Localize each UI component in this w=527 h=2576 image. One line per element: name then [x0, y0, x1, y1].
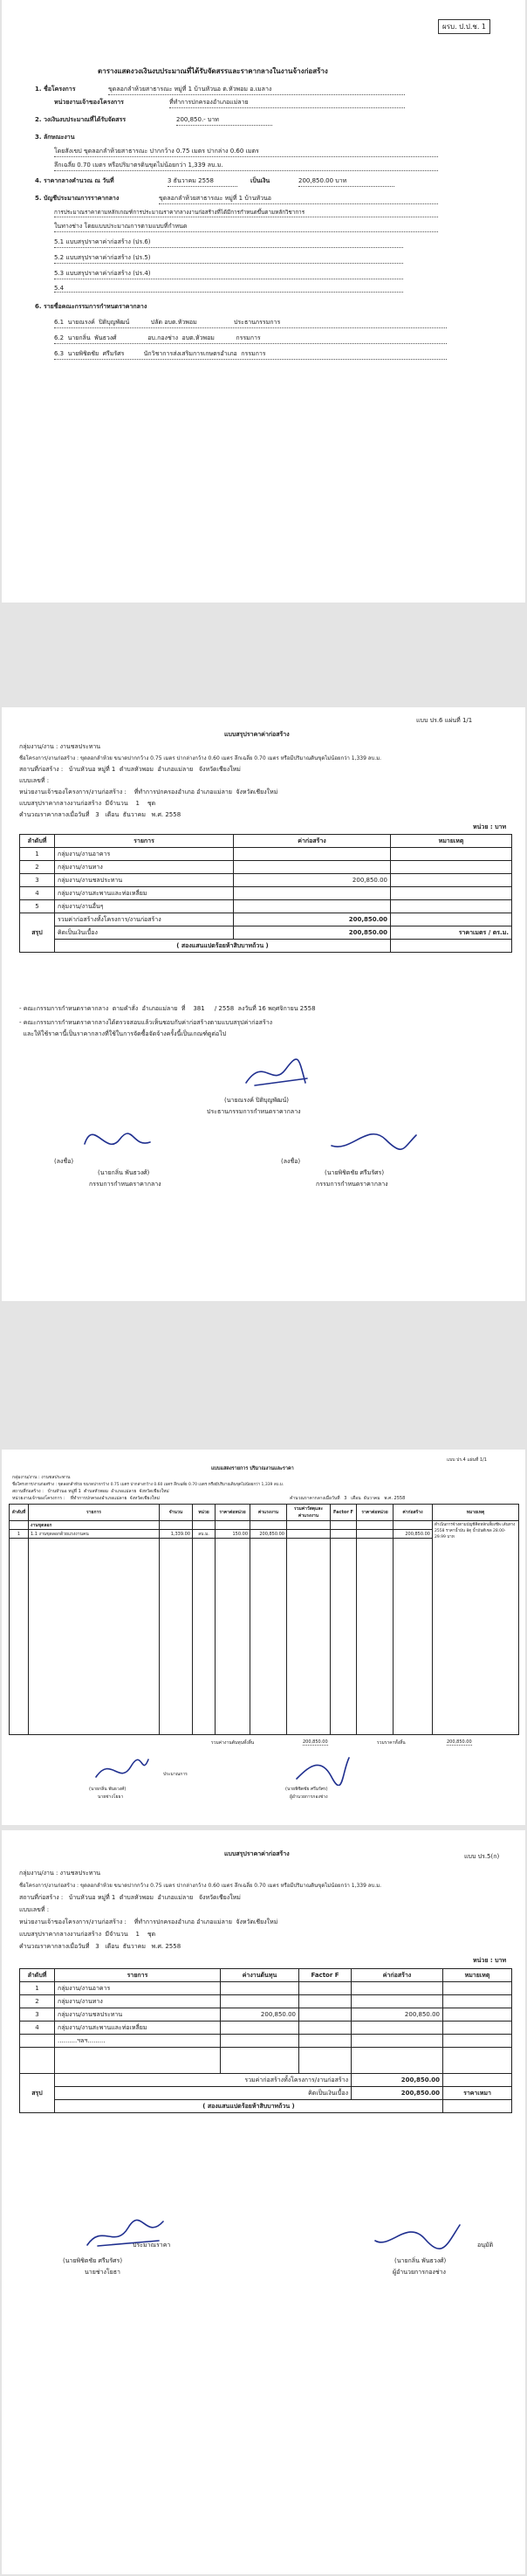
info-line-4: หน่วยงานเจ้าของโครงการ : ที่ทำการปกครองอำเภอแม่ลาย จังหวัดเชียงใหม่	[12, 1496, 160, 1501]
form-number: แบบ ปร.5(ก)	[464, 1853, 500, 1860]
row-remark	[391, 887, 512, 900]
col-no: ลำดับที่	[20, 835, 55, 848]
page-title: แบบสรุปราคาค่าก่อสร้าง	[224, 731, 290, 738]
empty-cell	[352, 2048, 443, 2074]
row-factor	[331, 1530, 357, 1539]
item-5-label: 5. บัญชีประมาณการราคากลาง	[35, 195, 120, 202]
row-factor	[299, 2008, 352, 2022]
item-5-sub-1: 5.1 แบบสรุปราคาค่าก่อสร้าง (ปร.6)	[54, 238, 403, 248]
sum-row-1	[20, 913, 512, 926]
estimator-role-top: ประมาณราคา	[133, 2242, 171, 2249]
form-number: แบบ ปร.6 แผ่นที่ 1/1	[416, 717, 473, 724]
member-2-role: กรรมการกำหนดราคากลาง	[316, 1181, 388, 1188]
info-line-3: สถานที่ก่อสร้าง : บ้านหัวนอ หมู่ที่ 1 ตำบลหัวพอม อำเภอแม่ลาย จังหวัดเชียงใหม่	[12, 1489, 169, 1494]
sum-text: ( สองแสนแปดร้อยห้าสิบบาทถ้วน )	[55, 2100, 443, 2113]
row-cost	[234, 848, 391, 861]
empty-cell	[160, 1539, 193, 1735]
item-5-desc-1: การประมาณราคาตามหลักเกณฑ์การประมาณราคากลางงานก่อสร้างที่ได้มีการกำหนดขึ้นตามหลักวิชาการ	[54, 208, 438, 217]
row-no: 2	[20, 861, 55, 874]
table-row	[20, 887, 512, 900]
table-row	[20, 874, 512, 887]
row-remark	[391, 900, 512, 913]
col-item: รายการ	[55, 1969, 221, 1982]
row-remark	[391, 861, 512, 874]
col-item: รายการ	[55, 835, 234, 848]
item-1b-label: หน่วยงานเจ้าของโครงการ	[54, 99, 124, 106]
director-name: (นายพิชิตชัย ศรีมรัศร)	[285, 1787, 328, 1792]
row-no: 2	[20, 1995, 55, 2008]
item-5-sub-4: 5.4	[54, 285, 403, 293]
page-form-pr5	[2, 1830, 525, 2574]
section-title: งานขุดลอก	[29, 1521, 160, 1530]
row-factor	[299, 1995, 352, 2008]
total2-value: 200,850.00	[447, 1739, 472, 1745]
empty-cell	[193, 1521, 216, 1530]
empty-cell	[357, 1521, 394, 1530]
row-construction	[352, 1995, 443, 2008]
sum-1-label: รวมค่าก่อสร้างทั้งโครงการ/งานก่อสร้าง	[55, 2074, 352, 2087]
empty-cell	[443, 2048, 512, 2074]
info-line-6: แบบสรุปราคากลางงานก่อสร้าง มีจำนวน 1 ชุด	[19, 800, 156, 807]
info-line-2: ชื่อโครงการ/งานก่อสร้าง : ขุดลอกลำห้วย ขนาดปากกว้าง 0.75 เมตร ปากล่างกว้าง 0.60 เมตร ลึกเฉลี่ย 0.70 เมตร หรือมีปริมาณดินขุดไม่น้อยกว่า 1,339 ลบ.ม.	[12, 1483, 284, 1487]
col-construction: ค่าก่อสร้าง	[352, 1969, 443, 1982]
col-remark: หมายเหตุ	[391, 835, 512, 848]
row-item: กลุ่มงาน/งานชลประทาน	[55, 874, 234, 887]
info-line-4: แบบเลขที่ :	[19, 777, 50, 784]
chair-role: ประธานกรรมการกำหนดราคากลาง	[207, 1108, 301, 1115]
row-no: 4	[20, 2022, 55, 2035]
sum-1-value: 200,850.00	[352, 2074, 443, 2087]
estimator-name: (นายกลิ่น พันธวงศ์)	[89, 1787, 127, 1792]
row-item: กลุ่มงาน/งานอาคาร	[55, 848, 234, 861]
item-1-label: 1. ชื่อโครงการ	[35, 86, 76, 93]
col-cost: ค่าก่อสร้าง	[234, 835, 391, 848]
col-construction: ค่าก่อสร้าง	[394, 1505, 433, 1521]
table-header	[20, 1969, 512, 1982]
empty-cell	[357, 1539, 394, 1735]
col-price-unit: ราคาต่อหน่วย	[357, 1505, 394, 1521]
unit-label: หน่วย : บาท	[473, 1957, 507, 1964]
table-row	[20, 848, 512, 861]
table-row	[20, 2008, 512, 2022]
sum-label: สรุป	[20, 2074, 55, 2113]
page-form-pps1	[2, 0, 525, 603]
info-line-7: คำนวณราคากลางเมื่อวันที่ 3 เดือน ธันวาคม พ.ศ. 2558	[19, 811, 181, 818]
sum-3-remark	[391, 940, 512, 953]
chair-signature	[237, 1052, 316, 1092]
sum-2-label: คิดเป็นเงินเบื้อง	[55, 926, 234, 940]
approver-role: ผู้อำนวยการกองช่าง	[393, 2269, 446, 2276]
empty-cell	[221, 2048, 299, 2074]
empty-cell	[10, 1539, 29, 1735]
row-construction	[352, 1982, 443, 1995]
row-no: 5	[20, 900, 55, 913]
col-item: รายการ	[29, 1505, 160, 1521]
item-3-value-2: ลึกเฉลี่ย 0.70 เมตร หรือปริมาตรดินขุดไม่น้อยกว่า 1,339 ลบ.ม.	[54, 161, 438, 171]
col-factor: Factor F	[331, 1505, 357, 1521]
empty-cell	[20, 2048, 55, 2074]
info-line-5: หน่วยงานเจ้าของโครงการ/งานก่อสร้าง : ที่ทำการปกครองอำเภอ อำเภอแม่ลาย จังหวัดเชียงใหม่	[19, 789, 278, 796]
row-unit-price: 150.00	[216, 1530, 250, 1539]
note-2: - คณะกรรมการกำหนดราคากลางได้ตรวจสอบแล้วเห็นชอบกับค่าก่อสร้างตามแบบสรุปค่าก่อสร้าง	[19, 1019, 273, 1026]
member-1-prefix: (ลงชื่อ)	[54, 1158, 74, 1165]
row-construction: 200,850.00	[352, 2008, 443, 2022]
director-role: ผู้อำนวยการกองช่าง	[290, 1794, 328, 1800]
empty-cell	[29, 1539, 160, 1735]
page-title: ตารางแสดงวงเงินงบประมาณที่ได้รับจัดสรรและราคากลางในงานจ้างก่อสร้าง	[98, 67, 328, 75]
info-line-1: กลุ่มงาน/งาน : งานชลประทาน	[19, 1870, 101, 1877]
col-no: ลำดับที่	[10, 1505, 29, 1521]
row-cost: 200,850.00	[221, 2008, 299, 2022]
sum-row-2	[20, 2087, 512, 2100]
items-table	[9, 1504, 519, 1735]
info-line-2: ชื่อโครงการ/งานก่อสร้าง : ขุดลอกลำห้วย ขนาดปากกว้าง 0.75 เมตร ปากล่างกว้าง 0.60 เมตร ลึกเฉลี่ย 0.70 เมตร หรือมีปริมาณดินขุดไม่น้อยกว่า 1,339 ลบ.ม.	[19, 755, 382, 761]
sum-text: ( สองแสนแปดร้อยห้าสิบบาทถ้วน )	[55, 940, 391, 953]
col-remark: หมายเหตุ	[443, 1969, 512, 1982]
info-line-2: ชื่อโครงการ/งานก่อสร้าง : ขุดลอกลำห้วย ขนาดปากกว้าง 0.75 เมตร ปากล่างกว้าง 0.60 เมตร ลึกเฉลี่ย 0.70 เมตร หรือมีปริมาณดินขุดไม่น้อยกว่า 1,339 ลบ.ม.	[19, 1883, 382, 1889]
row-remark	[443, 2008, 512, 2022]
table-header	[20, 835, 512, 848]
row-total-cost	[287, 1530, 331, 1539]
row-cost	[234, 887, 391, 900]
col-labor: ค่าแรงงาน	[250, 1505, 287, 1521]
sum-1-value: 200,850.00	[234, 913, 391, 926]
row-remark	[443, 2035, 512, 2048]
row-cost: 200,850.00	[234, 874, 391, 887]
page-title: แบบแสดงรายการ ปริมาณงานและราคา	[211, 1466, 294, 1471]
table-header	[10, 1505, 519, 1521]
form-tag: ผรบ. ป.ป.ช. 1	[438, 19, 490, 34]
committee-3: 6.3 นายพิชิตชัย ศรีมรัศร นักวิชาการส่งเสริมการเกษตรอำเภอ กรรมการ	[54, 349, 447, 360]
unit-label: หน่วย : บาท	[473, 823, 507, 830]
committee-2: 6.2 นายกลิ่น พันธวงศ์ อบ.กองช่าง อบต.หัวพอม กรรมการ	[54, 334, 447, 344]
empty-cell	[250, 1521, 287, 1530]
info-line-4: แบบเลขที่ :	[19, 1906, 50, 1913]
col-remark: หมายเหตุ	[433, 1505, 519, 1521]
sum-2-unit: ราคาเหมา	[443, 2087, 512, 2100]
committee-1: 6.1 นายณรงค์ ปิติบุญพัฒน์ ปลัด อบต.หัวพอม ประธานกรรมการ	[54, 318, 447, 328]
member-1-role: กรรมการกำหนดราคากลาง	[89, 1181, 161, 1188]
item-2-value: 200,850.- บาท	[176, 115, 272, 126]
sum-2-unit: ราคาเมตร / ตร.ม.	[391, 926, 512, 940]
row-no: 1	[10, 1530, 29, 1539]
section-row	[10, 1521, 519, 1530]
table-row	[20, 2035, 512, 2048]
item-4-label: 4. ราคากลางคำนวณ ณ วันที่	[35, 177, 114, 184]
row-remark	[443, 1995, 512, 2008]
item-4-date: 3 ธันวาคม 2558	[168, 176, 237, 187]
row-no	[20, 2035, 55, 2048]
item-6-label: 6. รายชื่อคณะกรรมการกำหนดราคากลาง	[35, 303, 147, 310]
row-no: 3	[20, 874, 55, 887]
page-form-pr6	[2, 707, 525, 1301]
sum-1-remark	[443, 2074, 512, 2087]
total2-label: รวมราคาทั้งสิ้น	[377, 1740, 406, 1746]
sum-3-remark	[443, 2100, 512, 2113]
empty-cell	[331, 1539, 357, 1735]
row-price-unit	[357, 1530, 394, 1539]
row-item: กลุ่มงาน/งานทาง	[55, 861, 234, 874]
item-1-value: ขุดลอกลำห้วยสาธารณะ หมู่ที่ 1 บ้านหัวนอ ต.หัวพอม อ.เมลาง	[108, 85, 405, 95]
col-unit: หน่วย	[193, 1505, 216, 1521]
empty-cell	[193, 1539, 216, 1735]
empty-cell	[331, 1521, 357, 1530]
row-item: กลุ่มงาน/งานอื่นๆ	[55, 900, 234, 913]
estimator-role: นายช่างโยธา	[98, 1794, 124, 1800]
item-4-value: 200,850.00 บาท	[298, 176, 394, 187]
estimator-role: นายช่างโยธา	[85, 2269, 120, 2276]
item-5-value: ขุดลอกลำห้วยสาธารณะ หมู่ที่ 1 บ้านหัวนอ	[159, 194, 438, 204]
item-5-sub-3: 5.3 แบบสรุปราคาค่าก่อสร้าง (ปร.4)	[54, 269, 403, 279]
row-remark	[443, 2022, 512, 2035]
row-construction: 200,850.00	[394, 1530, 433, 1539]
col-qty: จำนวน	[160, 1505, 193, 1521]
empty-cell	[55, 2048, 221, 2074]
row-construction	[352, 2035, 443, 2048]
empty-cell	[250, 1539, 287, 1735]
empty-cell	[299, 2048, 352, 2074]
row-item: กลุ่มงาน/งานสะพานและท่อเหลี่ยม	[55, 2022, 221, 2035]
row-factor	[299, 2022, 352, 2035]
filler-row	[20, 2048, 512, 2074]
info-line-5: คำนวณราคากลางเมื่อวันที่ 3 เดือน ธันวาคม พ.ศ. 2558	[290, 1496, 406, 1501]
member-2-signature	[325, 1118, 421, 1157]
info-line-3: สถานที่ก่อสร้าง : บ้านหัวนอ หมู่ที่ 1 ตำบลหัวพอม อำเภอแม่ลาย จังหวัดเชียงใหม่	[19, 1894, 241, 1901]
table-row	[20, 2022, 512, 2035]
item-5-desc-2: ในทางช่าง โดยแบบประมาณการตามแบบที่กำหนด	[54, 222, 438, 232]
info-line-5: หน่วยงานเจ้าของโครงการ/งานก่อสร้าง : ที่ทำการปกครองอำเภอ อำเภอแม่ลาย จังหวัดเชียงใหม่	[19, 1918, 278, 1925]
page-form-pr4	[2, 1450, 525, 1825]
item-3-value: โดยสังเขป ขุดลอกลำห้วยสาธารณะ ปากกว้าง 0.75 เมตร ปากล่าง 0.60 เมตร	[54, 147, 438, 157]
sum-label: สรุป	[20, 913, 55, 953]
sum-2-value: 200,850.00	[352, 2087, 443, 2100]
row-factor	[299, 1982, 352, 1995]
director-signature	[290, 1751, 351, 1786]
empty-cell	[216, 1521, 250, 1530]
info-line-1: กลุ่มงาน/งาน : งานชลประทาน	[19, 743, 101, 750]
row-remark: ดำเนินการจ้างตามบัญชีคิดหลักเลี้ยงชีพ เส้นทาง 2558 ราคาน้ำมัน 8ตุ น้ำมันดีเซล 28.00-29.99 บาท	[433, 1521, 519, 1735]
row-cost	[234, 900, 391, 913]
row-construction	[352, 2022, 443, 2035]
sum-2-value: 200,850.00	[234, 926, 391, 940]
col-unit-price: ราคาต่อหน่วย	[216, 1505, 250, 1521]
sum-row-3	[20, 940, 512, 953]
sum-1-label: รวมค่าก่อสร้างทั้งโครงการ/งานก่อสร้าง	[55, 913, 234, 926]
row-unit: ลบ.ม.	[193, 1530, 216, 1539]
item-1b-value: ที่ทำการปกครองอำเภอแม่ลาย	[169, 98, 405, 108]
table-row	[20, 1995, 512, 2008]
member-1-name: (นายกลิ่น พันธวงศ์)	[98, 1169, 150, 1176]
total-label: รวมค่างานต้นทุนทั้งสิ้น	[211, 1740, 255, 1746]
empty-cell	[394, 1521, 433, 1530]
empty-cell	[394, 1539, 433, 1735]
row-item: 1.1 งานขุดลอกด้วยแรงงานคน	[29, 1530, 160, 1539]
item-3-label: 3. ลักษณะงาน	[35, 134, 75, 141]
sig-mid-label: ประมาณการ	[163, 1772, 188, 1777]
row-no: 3	[20, 2008, 55, 2022]
approver-name: (นายกลิ่น พันธวงศ์)	[394, 2257, 447, 2264]
row-cost	[221, 2035, 299, 2048]
sum-row-3	[20, 2100, 512, 2113]
member-2-prefix: (ลงชื่อ)	[281, 1158, 301, 1165]
row-remark	[391, 848, 512, 861]
summary-table	[19, 834, 512, 953]
col-factor: Factor F	[299, 1969, 352, 1982]
summary-table	[19, 1968, 512, 2113]
row-remark	[443, 1982, 512, 1995]
chair-name: (นายณรงค์ ปิติบุญพัฒน์)	[224, 1097, 289, 1104]
info-line-1: กลุ่มงาน/งาน : งานชลประทาน	[12, 1475, 71, 1480]
sum-2-label: คิดเป็นเงินเบื้อง	[55, 2087, 352, 2100]
col-cost: ค่างานต้นทุน	[221, 1969, 299, 1982]
empty-cell	[287, 1521, 331, 1530]
row-item: กลุ่มงาน/งานชลประทาน	[55, 2008, 221, 2022]
note-3: และให้ใช้ราคานี้เป็นราคากลางที่ใช้ในการจัดซื้อจัดจ้างครั้งนี้เป็นเกณฑ์ดูต่อไป	[19, 1030, 227, 1037]
row-remark	[391, 874, 512, 887]
row-cost	[221, 1982, 299, 1995]
empty-cell	[216, 1539, 250, 1735]
approver-label: อนุมัติ	[477, 2242, 494, 2249]
item-2-label: 2. วงเงินงบประมาณที่ได้รับจัดสรร	[35, 116, 127, 123]
row-item: กลุ่มงาน/งานอาคาร	[55, 1982, 221, 1995]
item-4-mid: เป็นเงิน	[250, 177, 270, 184]
col-total-cost: รวมค่าวัสดุและค่าแรงงาน	[287, 1505, 331, 1521]
total-value: 200,850.00	[303, 1739, 328, 1745]
row-item: กลุ่มงาน/งานสะพานและท่อเหลี่ยม	[55, 887, 234, 900]
member-1-signature	[76, 1118, 154, 1157]
table-row	[20, 900, 512, 913]
col-no: ลำดับที่	[20, 1969, 55, 1982]
row-no: 4	[20, 887, 55, 900]
row-no: 1	[20, 848, 55, 861]
sum-row-2	[20, 926, 512, 940]
row-item: ..........ฯลฯ.........	[55, 2035, 221, 2048]
estimator-signature	[89, 1751, 150, 1786]
table-row	[20, 861, 512, 874]
page-title: แบบสรุปราคาค่าก่อสร้าง	[224, 1850, 290, 1857]
item-5-sub-2: 5.2 แบบสรุปราคาค่าก่อสร้าง (ปร.5)	[54, 253, 403, 264]
form-number: แบบ ปร.4 แผ่นที่ 1/1	[447, 1457, 487, 1463]
empty-cell	[160, 1521, 193, 1530]
row-no: 1	[20, 1982, 55, 1995]
table-row	[20, 1982, 512, 1995]
row-cost	[221, 2022, 299, 2035]
sum-row-1	[20, 2074, 512, 2087]
row-cost	[234, 861, 391, 874]
note-1: - คณะกรรมการกำหนดราคากลาง ตามคำสั่ง อำเภอแม่ลาย ที่ 381 / 2558 ลงวันที่ 16 พฤศจิกายน 2558	[19, 1005, 316, 1012]
row-cost	[221, 1995, 299, 2008]
section-no	[10, 1521, 29, 1530]
row-factor	[299, 2035, 352, 2048]
row-labor: 200,850.00	[250, 1530, 287, 1539]
row-qty: 1,339.00	[160, 1530, 193, 1539]
sum-1-remark	[391, 913, 512, 926]
estimator-name: (นายพิชิตชัย ศรีมรัศร)	[63, 2257, 123, 2264]
info-line-3: สถานที่ก่อสร้าง : บ้านหัวนอ หมู่ที่ 1 ตำบลหัวพอม อำเภอแม่ลาย จังหวัดเชียงใหม่	[19, 766, 241, 773]
approver-signature	[368, 2214, 464, 2254]
empty-cell	[287, 1539, 331, 1735]
member-2-name: (นายพิชิตชัย ศรีมรัศร)	[325, 1169, 385, 1176]
row-item: กลุ่มงาน/งานทาง	[55, 1995, 221, 2008]
info-line-6: แบบสรุปราคากลางงานก่อสร้าง มีจำนวน 1 ชุด	[19, 1931, 156, 1938]
info-line-7: คำนวณราคากลางเมื่อวันที่ 3 เดือน ธันวาคม พ.ศ. 2558	[19, 1943, 181, 1950]
